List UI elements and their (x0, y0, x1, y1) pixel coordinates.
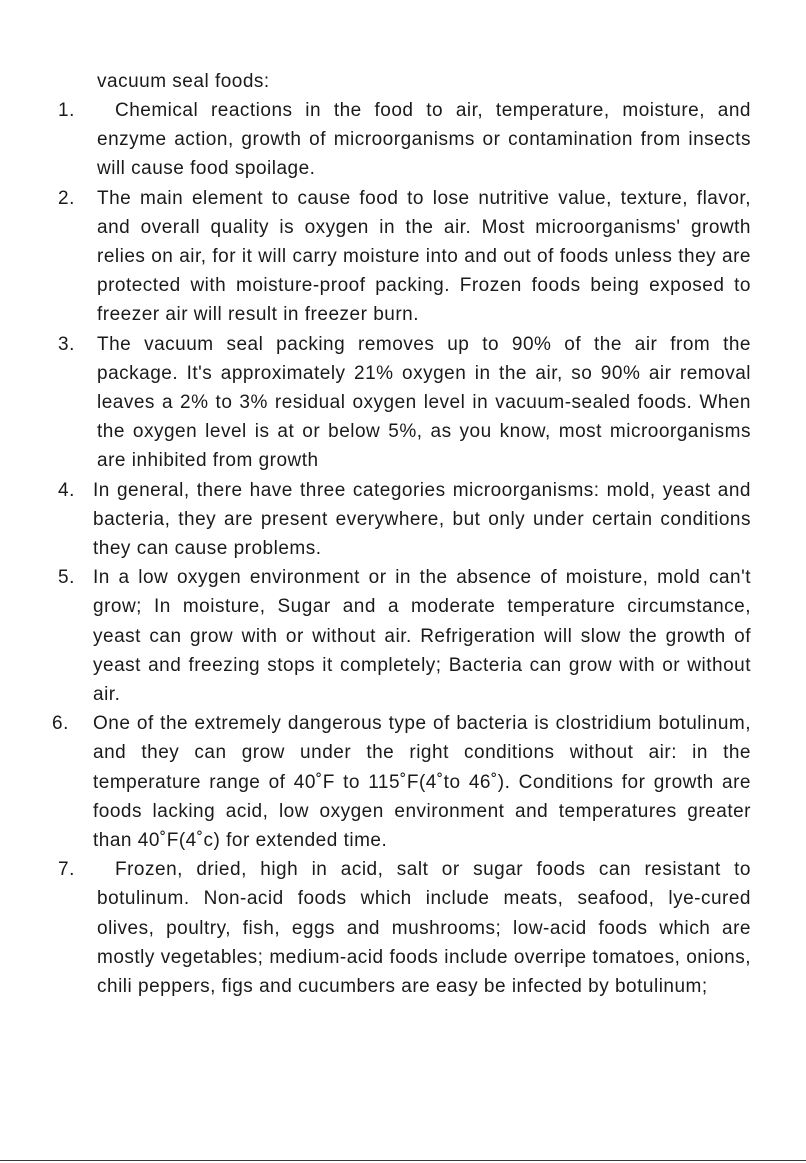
page-bottom-rule (0, 1160, 806, 1161)
list-item (0, 476, 806, 564)
list-item-text: In a low oxygen environment or in the absence of moisture, mold can't grow; In moisture, Sugar and a moderate temperature circumstance, yeast can grow with or without air. Refrigeration will slow the growth of yeast and freezing stops it completely; Bacteria can grow with or without air. (93, 567, 751, 706)
list-item-text: One of the extremely dangerous type of bacteria is clostridium botulinum, and they can grow under the right conditions without air: in the temperature range of 40˚F to 115˚F(4˚to 46˚). Conditions for growth are foods lacking acid, low oxygen environment and temperatures greater than 40˚F(4˚c) for extended time. (93, 713, 751, 852)
list-item-text: Chemical reactions in the food to air, temperature, moisture, and enzyme action, growth of microorganisms or contamination from insects will cause food spoilage. (97, 100, 751, 180)
list-item-number: 4. (58, 479, 75, 501)
list-item-text: Frozen, dried, high in acid, salt or sugar foods can resistant to botulinum. Non-acid foods which include meats, seafood, lye-cured olives, poultry, fish, eggs and mushrooms; low-acid foods which are mostly vegetables; medium-acid foods include overripe tomatoes, onions, chili peppers, figs and cucumbers are easy be infected by botulinum; (97, 859, 751, 998)
list-item-number: 5. (58, 567, 75, 589)
list-item-number: 6. (52, 713, 69, 735)
list-item-number: 2. (58, 187, 75, 209)
list-item-number: 3. (58, 333, 75, 355)
list-item-number: 7. (58, 859, 75, 881)
list-item (0, 330, 806, 476)
list-item-text: The main element to cause food to lose nutritive value, texture, flavor, and overall quality is oxygen in the air. Most microorganisms' growth relies on air, for it will carry moisture into and out of foods unless they are protected with moisture-proof packing. Frozen foods being exposed to freezer air will result in freezer burn. (97, 187, 751, 326)
list-item (0, 96, 806, 184)
list-item (0, 855, 806, 1001)
list-item-text: The vacuum seal packing removes up to 90% of the air from the package. It's approximately 21% oxygen in the air, so 90% air removal leaves a 2% to 3% residual oxygen level in vacuum-sealed foods. When the oxygen level is at or below 5%, as you know, most microorganisms are inhibited from growth (97, 333, 751, 472)
list-item (0, 709, 806, 855)
list-item (0, 184, 806, 330)
list-item-text: In general, there have three categories microorganisms: mold, yeast and bacteria, they are present everywhere, but only under certain conditions they can cause problems. (93, 479, 751, 560)
list-item-number: 1. (58, 100, 75, 121)
intro-text: vacuum seal foods: (97, 71, 270, 92)
list-item (0, 563, 806, 709)
food-spoilage-list (0, 96, 806, 1001)
